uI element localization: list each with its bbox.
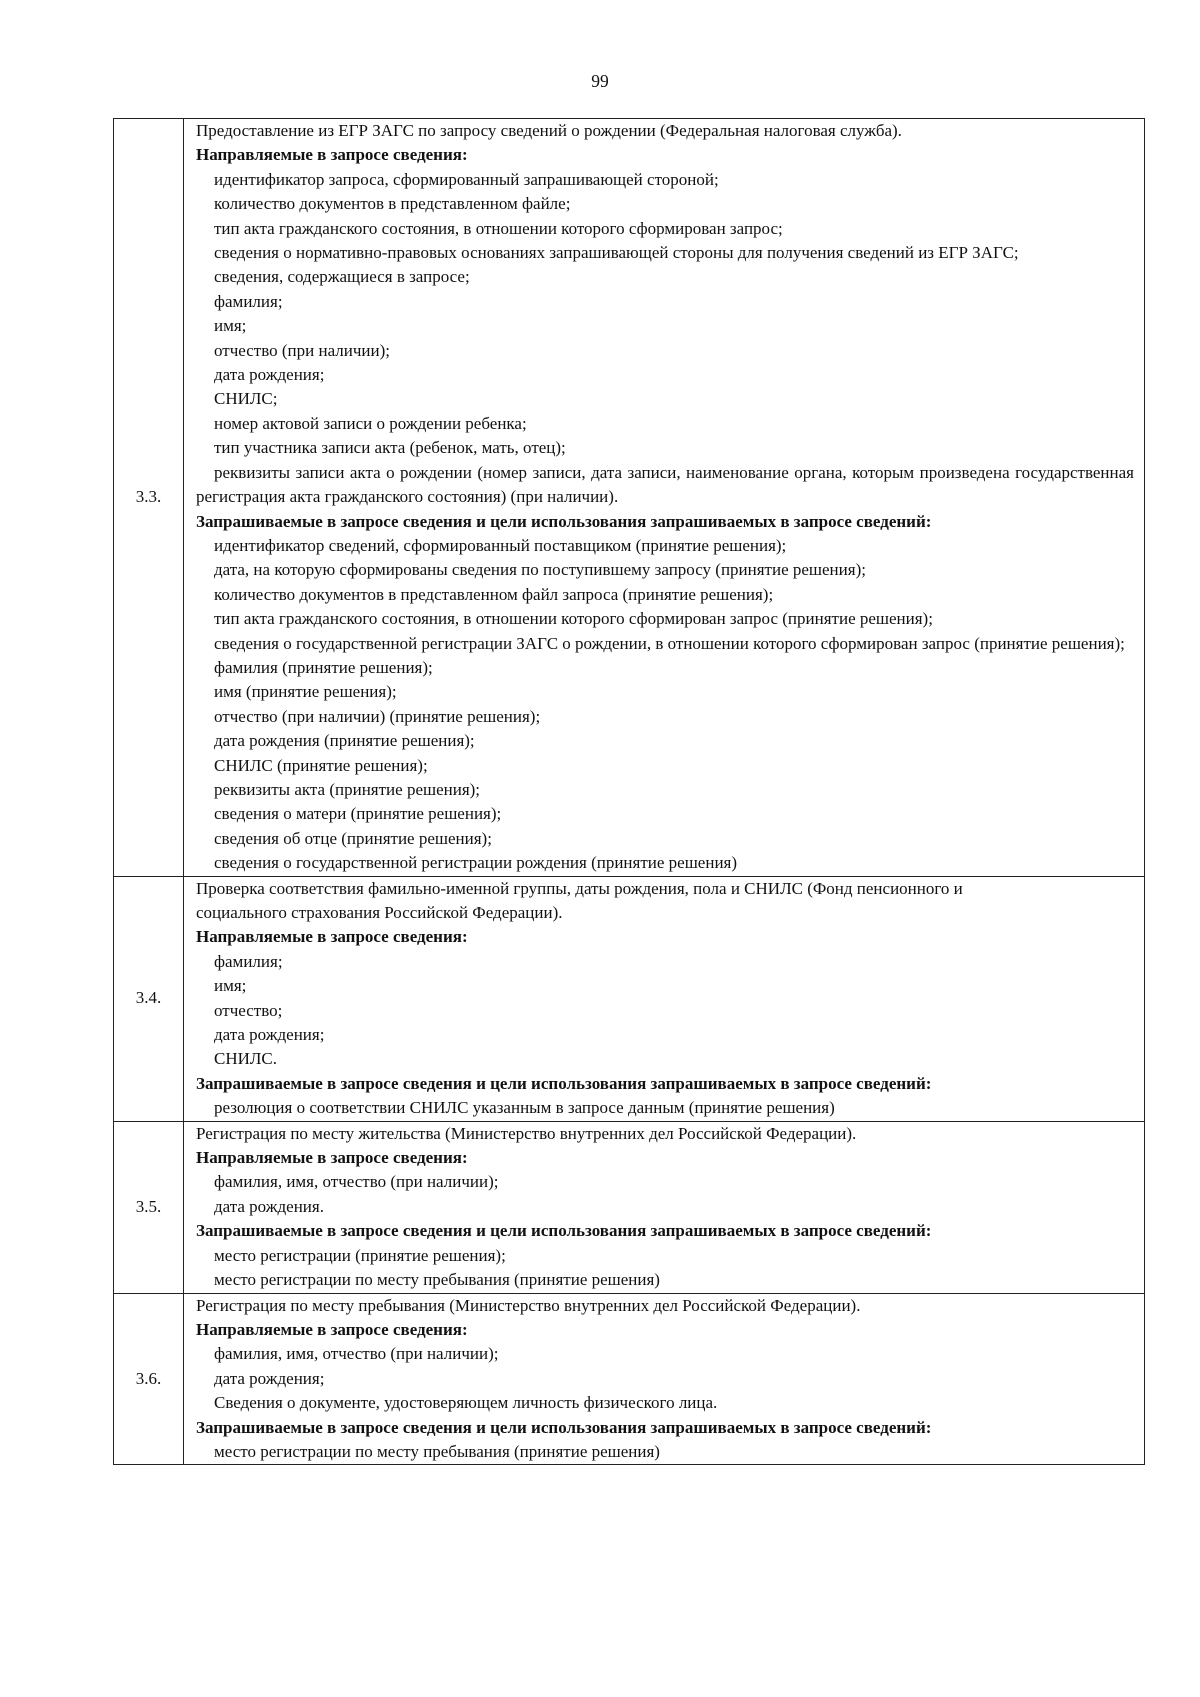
row-content xyxy=(184,1293,1145,1465)
table-body xyxy=(114,119,1145,1465)
content-line: Сведения о документе, удостоверяющем личность физического лица. xyxy=(214,1393,718,1413)
content-line: Регистрация по месту жительства (Министерство внутренних дел Российской Федерации). xyxy=(196,1123,857,1143)
content-line: СНИЛС (принятие решения); xyxy=(214,755,428,775)
content-line: фамилия (принятие решения); xyxy=(214,657,433,677)
content-line: номер актовой записи о рождении ребенка; xyxy=(214,413,527,433)
content-line: резолюция о соответствии СНИЛС указанным в запросе данным (принятие решения) xyxy=(214,1098,835,1118)
content-line: Регистрация по месту пребывания (Министерство внутренних дел Российской Федерации). xyxy=(196,1295,861,1315)
content-line: дата рождения. xyxy=(214,1196,324,1216)
content-line: отчество (при наличии); xyxy=(214,340,390,360)
content-line: идентификатор запроса, сформированный запрашивающей стороной; xyxy=(214,169,719,189)
content-paragraph: реквизиты записи акта о рождении (номер записи, дата записи, наименование органа, которым произведена государственная регистрация акта гражданского состояния) (при наличии). xyxy=(196,462,1134,507)
content-line: дата рождения; xyxy=(214,365,325,385)
section-heading: Направляемые в запросе сведения: xyxy=(196,145,468,165)
content-line: отчество (при наличии) (принятие решения); xyxy=(214,706,541,726)
section-heading: Направляемые в запросе сведения: xyxy=(196,1319,468,1339)
content-line: имя (принятие решения); xyxy=(214,682,397,702)
content-paragraph: сведения о нормативно-правовых основаниях запрашивающей стороны для получения сведений из ЕГР ЗАГС; xyxy=(214,243,1019,263)
content-line: фамилия; xyxy=(214,951,283,971)
content-line: место регистрации (принятие решения); xyxy=(214,1245,506,1265)
content-paragraph: сведения о государственной регистрации ЗАГС о рождении, в отношении которого сформирован запрос (принятие решения); xyxy=(214,633,1125,653)
content-line: идентификатор сведений, сформированный поставщиком (принятие решения); xyxy=(214,535,787,555)
content-line: дата, на которую сформированы сведения по поступившему запросу (принятие решения); xyxy=(214,560,866,580)
row-content xyxy=(184,1121,1145,1293)
row-number: 3.6. xyxy=(114,1293,184,1465)
content-line: сведения, содержащиеся в запросе; xyxy=(214,267,470,287)
row-content xyxy=(184,876,1145,1121)
page-number: 99 xyxy=(591,71,609,91)
content-line: количество документов в представленном файле; xyxy=(214,194,571,214)
table-row xyxy=(114,1121,1145,1293)
section-heading: Запрашиваемые в запросе сведения и цели использования запрашиваемых в запросе сведений: xyxy=(196,1073,932,1093)
table-row xyxy=(114,1293,1145,1465)
content-line: тип акта гражданского состояния, в отношении которого сформирован запрос (принятие решения); xyxy=(214,609,933,629)
content-line: отчество; xyxy=(214,1000,283,1020)
content-line: сведения об отце (принятие решения); xyxy=(214,828,492,848)
requirements-table xyxy=(113,118,1145,1465)
content-line: место регистрации по месту пребывания (принятие решения) xyxy=(214,1441,660,1461)
row-content xyxy=(184,119,1145,877)
content-line: дата рождения; xyxy=(214,1368,325,1388)
content-line: Проверка соответствия фамильно-именной группы, даты рождения, пола и СНИЛС (Фонд пенсионного и xyxy=(196,878,963,898)
content-line: имя; xyxy=(214,316,247,336)
content-line: СНИЛС. xyxy=(214,1049,278,1069)
content-line: Предоставление из ЕГР ЗАГС по запросу сведений о рождении (Федеральная налоговая служба). xyxy=(196,121,902,140)
content-line: дата рождения (принятие решения); xyxy=(214,731,475,751)
content-line: дата рождения; xyxy=(214,1025,325,1045)
section-heading: Направляемые в запросе сведения: xyxy=(196,927,468,947)
table-row xyxy=(114,119,1145,877)
content-line: реквизиты акта (принятие решения); xyxy=(214,779,481,799)
content-line: СНИЛС; xyxy=(214,389,278,409)
content-line: сведения о матери (принятие решения); xyxy=(214,804,502,824)
table-row xyxy=(114,876,1145,1121)
content-line: количество документов в представленном файл запроса (принятие решения); xyxy=(214,584,774,604)
content-line: фамилия, имя, отчество (при наличии); xyxy=(214,1344,499,1364)
content-line: имя; xyxy=(214,976,247,996)
content-line: тип участника записи акта (ребенок, мать, отец); xyxy=(214,438,566,458)
row-number: 3.5. xyxy=(114,1121,184,1293)
section-heading: Запрашиваемые в запросе сведения и цели использования запрашиваемых в запросе сведений: xyxy=(196,1221,932,1241)
content-line: социального страхования Российской Федерации). xyxy=(196,903,563,922)
section-heading: Запрашиваемые в запросе сведения и цели использования запрашиваемых в запросе сведений: xyxy=(196,1417,932,1437)
content-line: фамилия, имя, отчество (при наличии); xyxy=(214,1172,499,1192)
row-number: 3.3. xyxy=(114,119,184,877)
content-line: сведения о государственной регистрации рождения (принятие решения) xyxy=(214,853,738,873)
section-heading: Запрашиваемые в запросе сведения и цели использования запрашиваемых в запросе сведений: xyxy=(196,511,932,531)
section-heading: Направляемые в запросе сведения: xyxy=(196,1148,468,1168)
row-number: 3.4. xyxy=(114,876,184,1121)
content-line: тип акта гражданского состояния, в отношении которого сформирован запрос; xyxy=(214,218,783,238)
content-line: фамилия; xyxy=(214,291,283,311)
content-line: место регистрации по месту пребывания (принятие решения) xyxy=(214,1270,660,1290)
